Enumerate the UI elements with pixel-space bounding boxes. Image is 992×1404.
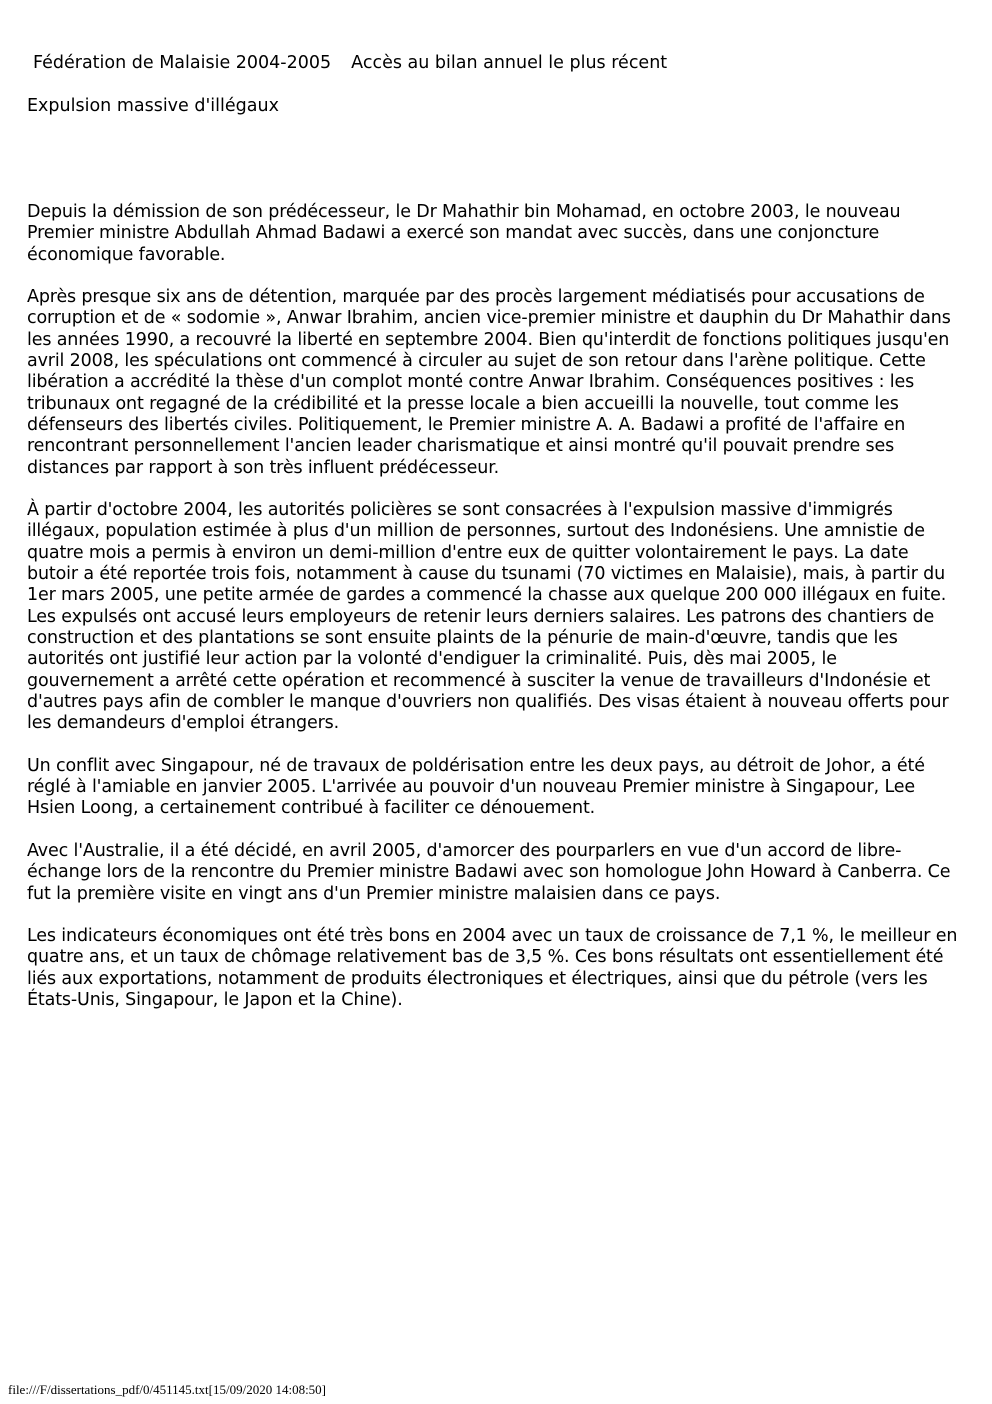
article-body bbox=[27, 202, 962, 1033]
latest-report-link[interactable]: Accès au bilan annuel le plus récent bbox=[351, 53, 668, 73]
header bbox=[33, 53, 667, 74]
article-subtitle: Expulsion massive d'illégaux bbox=[27, 96, 279, 116]
paragraph: Après presque six ans de détention, marquée par des procès largement médiatisés pour accusations de corruption et de « sodomie », Anwar Ibrahim, ancien vice-premier ministre et dauphin du Dr Mahathir dans les années 1990, a recouvré la liberté en septembre 2004. Bien qu'interdit de fonctions politiques jusqu'en avril 2008, les spéculations ont commencé à circuler au sujet de son retour dans l'arène politique. Cette libération a accrédité la thèse d'un complot monté contre Anwar Ibrahim. Conséquences positives : les tribunaux ont regagné de la crédibilité et la presse locale a bien accueilli la nouvelle, tout comme les défenseurs des libertés civiles. Politiquement, le Premier ministre A. A. Badawi a profité de l'affaire en rencontrant personnellement l'ancien leader charismatique et ainsi montré qu'il pouvait prendre ses distances par rapport à son très influent prédécesseur. bbox=[27, 287, 951, 478]
header-title: Fédération de Malaisie 2004-2005 bbox=[33, 53, 332, 73]
paragraph: À partir d'octobre 2004, les autorités policières se sont consacrées à l'expulsion massive d'immigrés illégaux, population estimée à plus d'un million de personnes, surtout des Indonésiens. Une amnistie de quatre mois a permis à environ un demi-million d'entre eux de quitter volontairement le pays. La date butoir a été reportée trois fois, notamment à cause du tsunami (70 victimes en Malaisie), mais, à partir du 1er mars 2005, une petite armée de gardes a commencé la chasse aux quelque 200 000 illégaux en fuite. Les expulsés ont accusé leurs employeurs de retenir leurs derniers salaires. Les patrons des chantiers de construction et des plantations se sont ensuite plaints de la pénurie de main-d'œuvre, tandis que les autorités ont justifié leur action par la volonté d'endiguer la criminalité. Puis, dès mai 2005, le gouvernement a arrêté cette opération et recommencé à susciter la venue de travailleurs d'Indonésie et d'autres pays afin de combler le manque d'ouvriers non qualifiés. Des visas étaient à nouveau offerts pour les demandeurs d'emploi étrangers. bbox=[27, 500, 949, 734]
paragraph: Depuis la démission de son prédécesseur, le Dr Mahathir bin Mohamad, en octobre 2003, le nouveau Premier ministre Abdullah Ahmad Badawi a exercé son mandat avec succès, dans une conjoncture économique favorable. bbox=[27, 202, 901, 265]
paragraph: Les indicateurs économiques ont été très bons en 2004 avec un taux de croissance de 7,1 %, le meilleur en quatre ans, et un taux de chômage relativement bas de 3,5 %. Ces bons résultats ont essentiellement été liés aux exportations, notamment de produits électroniques et électriques, ainsi que du pétrole (vers les États-Unis, Singapour, le Japon et la Chine). bbox=[27, 926, 958, 1010]
page-footer-url: file:///F/dissertations_pdf/0/451145.txt[15/09/2020 14:08:50] bbox=[8, 1382, 327, 1397]
paragraph: Un conflit avec Singapour, né de travaux de poldérisation entre les deux pays, au détroit de Johor, a été réglé à l'amiable en janvier 2005. L'arrivée au pouvoir d'un nouveau Premier ministre à Singapour, Lee Hsien Loong, a certainement contribué à faciliter ce dénouement. bbox=[27, 755, 925, 819]
paragraph: Avec l'Australie, il a été décidé, en avril 2005, d'amorcer des pourparlers en vue d'un accord de libre-échange lors de la rencontre du Premier ministre Badawi avec son homologue John Howard à Canberra. Ce fut la première visite en vingt ans d'un Premier ministre malaisien dans ce pays. bbox=[27, 840, 951, 904]
